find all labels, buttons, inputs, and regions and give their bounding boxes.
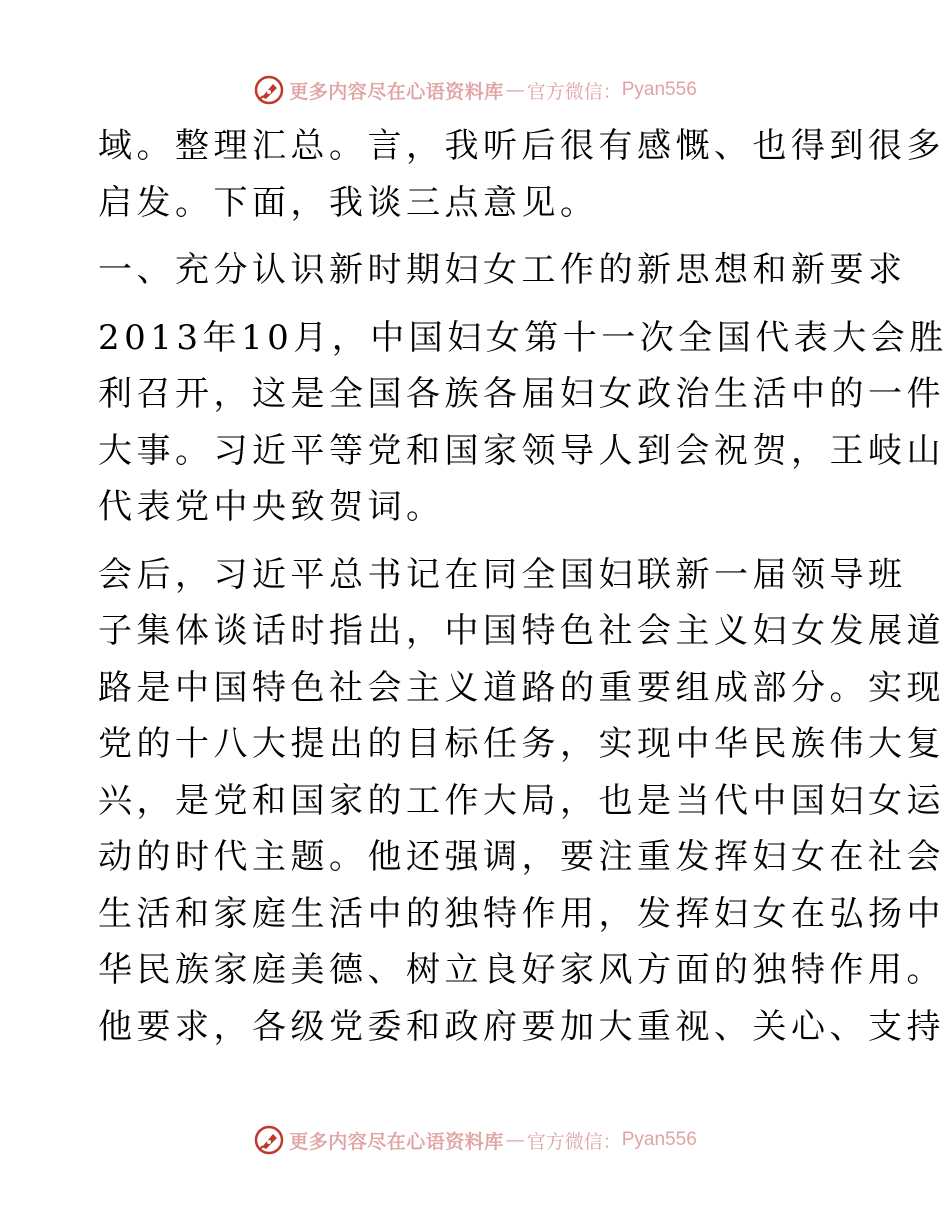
text-line: 子集体谈话时指出，中国特色社会主义妇女发展道 — [98, 611, 945, 651]
text-line: 利召开，这是全国各族各届妇女政治生活中的一件 — [98, 374, 945, 414]
section-heading: 一、充分认识新时期妇女工作的新思想和新要求 — [98, 250, 907, 290]
pen-nib-logo-icon — [253, 1124, 285, 1156]
banner-site-name: 更多内容尽在心语资料库 — [289, 80, 504, 103]
document-body — [98, 118, 948, 1055]
paragraph-speech — [98, 547, 945, 1056]
text-line: 动的时代主题。他还强调，要注重发挥妇女在社会 — [98, 837, 945, 877]
text-line: 会后，习近平总书记在同全国妇联新一届领导班 — [98, 554, 907, 595]
text-line: 域。整理汇总。言，我听后很有感慨、也得到很多 — [98, 126, 945, 166]
banner-account-label: 官方微信： — [526, 1130, 622, 1153]
footer-watermark-banner — [0, 1120, 950, 1160]
paragraph-congress — [98, 310, 948, 536]
text-line: 华民族家庭美德、树立良好家风方面的独特作用。 — [98, 950, 945, 990]
pen-nib-logo-icon — [253, 74, 285, 106]
banner-account-label: 官方微信： — [526, 80, 622, 103]
text-line: 生活和家庭生活中的独特作用，发挥妇女在弘扬中 — [98, 893, 945, 934]
text-line: 大事。习近平等党和国家领导人到会祝贺，王岐山 — [98, 430, 945, 471]
banner-wechat-handle: Pyan556 — [621, 79, 697, 100]
text-line: 代表党中央致贺词。 — [98, 487, 445, 527]
text-line: 2013年10月，中国妇女第十一次全国代表大会胜 — [98, 317, 948, 358]
text-line: 路是中国特色社会主义道路的重要组成部分。实现 — [98, 667, 945, 708]
header-watermark-banner — [0, 70, 950, 110]
text-line: 兴，是党和国家的工作大局，也是当代中国妇女运 — [98, 780, 945, 821]
banner-dash: — — [505, 1129, 525, 1151]
text-line: 启发。下面，我谈三点意见。 — [98, 182, 599, 223]
banner-dash: — — [505, 79, 525, 101]
banner-wechat-handle: Pyan556 — [621, 1129, 697, 1150]
text-line: 党的十八大提出的目标任务，实现中华民族伟大复 — [98, 724, 945, 764]
banner-site-name: 更多内容尽在心语资料库 — [289, 1130, 504, 1153]
paragraph-intro — [98, 118, 945, 231]
text-line: 他要求，各级党委和政府要加大重视、关心、支持 — [98, 1006, 945, 1047]
